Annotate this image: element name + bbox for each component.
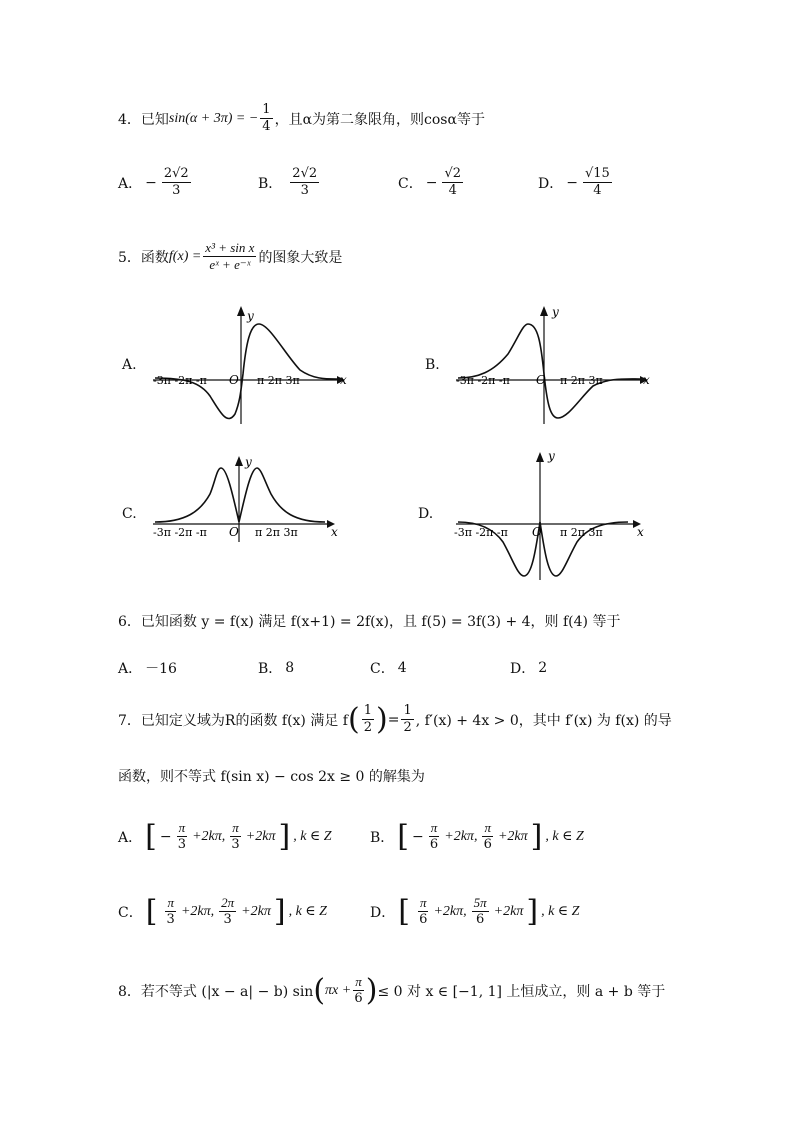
option-sign: −	[425, 174, 438, 191]
left-sign: −	[159, 828, 172, 845]
origin-label: O	[229, 525, 239, 539]
left-fraction	[177, 820, 188, 853]
option-label: B．	[258, 175, 283, 192]
frac-num: π	[484, 820, 491, 835]
q7-option-d[interactable]	[370, 895, 579, 928]
q5-stem-pre: 5．函数	[118, 249, 169, 266]
pos-tick-labels: π 2π 3π	[255, 526, 298, 539]
left-paren: (	[347, 701, 360, 737]
right-fraction	[219, 895, 236, 928]
frac-den: 6	[354, 991, 363, 1006]
frac-num: 2π	[221, 895, 235, 910]
tail-term: +2kπ	[245, 828, 276, 844]
suffix: , k ∈ Z	[288, 904, 327, 919]
neg-tick-labels: -3π -2π -π	[153, 374, 207, 387]
frac-den: 2	[363, 720, 372, 735]
q5-graph-d[interactable]	[448, 448, 658, 588]
frac-num: π	[430, 820, 438, 835]
q5-graph-b[interactable]	[448, 302, 658, 432]
frac-den: 6	[476, 912, 485, 927]
frac-den: 6	[483, 837, 492, 852]
q7-option-c[interactable]	[118, 895, 327, 928]
tail-term: +2kπ	[497, 828, 528, 844]
curve	[458, 324, 640, 418]
option-label: A．	[118, 175, 143, 192]
option-value: －16	[145, 661, 177, 677]
q8-arg-fraction	[353, 974, 364, 1007]
q4-stem-pre: 4．已知	[118, 111, 169, 128]
q4-fraction	[260, 102, 272, 135]
option-label: A．	[118, 661, 143, 677]
right-bracket: ]	[530, 818, 543, 854]
frac-num: 1	[363, 703, 372, 718]
left-sign: −	[412, 828, 424, 845]
origin-label: O	[532, 525, 542, 539]
option-value: 2	[538, 660, 548, 676]
tail-term: +2kπ	[241, 903, 271, 919]
frac-num: 2√2	[163, 166, 189, 181]
q8-stem	[118, 974, 665, 1007]
option-fraction	[442, 166, 463, 199]
option-fraction	[290, 166, 319, 199]
frac-num: π	[355, 974, 362, 989]
left-fraction	[165, 895, 176, 928]
right-fraction	[472, 895, 489, 928]
frac-num: 5π	[473, 895, 487, 910]
y-axis-arrow-icon	[235, 456, 243, 466]
frac-den: 3	[223, 912, 232, 927]
right-bracket: ]	[273, 893, 286, 929]
q7-val-fraction	[401, 703, 413, 736]
neg-tick-labels: -3π -2π -π	[456, 374, 510, 387]
q5-frac-den: eˣ + e⁻ˣ	[209, 257, 251, 272]
y-axis-arrow-icon	[536, 452, 544, 462]
q8-arg-pre: πx +	[325, 982, 352, 998]
option-fraction	[583, 166, 612, 199]
suffix: , k ∈ Z	[545, 829, 584, 844]
curve	[155, 468, 325, 522]
y-label: y	[548, 449, 555, 463]
option-label: D．	[538, 175, 564, 192]
q4-stem	[118, 102, 485, 135]
q6-stem: 6．已知函数 y = f(x) 满足 f(x+1) = 2f(x)，且 f(5) = 3f(3) + 4，则 f(4) 等于	[118, 614, 621, 630]
frac-num: π	[167, 895, 174, 910]
q4-stem-post: ，且α为第二象限角，则cosα等于	[274, 111, 485, 128]
middle-term: +2kπ,	[444, 828, 478, 844]
option-label: D．	[510, 661, 536, 677]
q4-option-a[interactable]	[118, 166, 193, 199]
q5-option-b-label[interactable]: B.	[425, 357, 440, 373]
pos-tick-labels: π 2π 3π	[560, 526, 603, 539]
option-label: C．	[398, 175, 423, 192]
frac-num: π	[178, 820, 186, 835]
q6-option-c[interactable]	[370, 658, 407, 678]
option-value: 4	[397, 660, 407, 676]
frac-num: π	[232, 820, 239, 835]
q7-option-a[interactable]	[118, 820, 332, 853]
frac-den: 3	[172, 183, 181, 198]
option-label: B．	[370, 829, 395, 846]
neg-tick-labels: -3π -2π -π	[454, 526, 508, 539]
q7-line2: 函数，则不等式 f(sin x) − cos 2x ≥ 0 的解集为	[118, 769, 425, 785]
option-label: B．	[258, 661, 283, 677]
q4-frac-den: 4	[262, 119, 271, 134]
tail-term: +2kπ	[493, 903, 524, 919]
q4-frac-num: 1	[262, 102, 271, 117]
x-label: x	[637, 525, 644, 539]
q6-option-a[interactable]	[118, 658, 177, 678]
option-value: 8	[285, 660, 295, 676]
middle-term: +2kπ,	[192, 828, 226, 844]
left-fraction	[429, 820, 440, 853]
q5-option-d-label[interactable]: D.	[418, 506, 434, 522]
frac-num: π	[419, 895, 427, 910]
option-label: A．	[118, 829, 143, 846]
right-bracket: ]	[526, 893, 539, 929]
q4-option-b[interactable]	[258, 166, 321, 199]
left-fraction	[418, 895, 429, 928]
middle-term: +2kπ,	[433, 903, 467, 919]
q5-frac-num: x³ + sin x	[205, 240, 255, 255]
option-label: C．	[118, 904, 143, 921]
left-bracket: [	[145, 893, 158, 929]
origin-label: O	[229, 373, 239, 387]
frac-den: 3	[166, 912, 175, 927]
option-sign: −	[566, 174, 578, 191]
y-label: y	[247, 309, 254, 323]
frac-den: 2	[403, 720, 412, 735]
q5-fraction	[203, 240, 256, 273]
frac-num: 1	[403, 703, 412, 718]
origin-label: O	[536, 373, 546, 387]
left-paren: (	[313, 972, 326, 1008]
q4-lhs: sin(α + 3π) = −	[168, 110, 259, 126]
q5-graph-a[interactable]	[145, 302, 355, 432]
q5-graph-c[interactable]	[145, 452, 355, 582]
q5-option-a-label[interactable]: A.	[122, 357, 137, 373]
middle-term: +2kπ,	[180, 903, 215, 919]
q6-option-d[interactable]	[510, 658, 547, 678]
suffix: , k ∈ Z	[541, 904, 580, 919]
option-sign: −	[145, 174, 157, 191]
q7-option-b[interactable]	[370, 820, 584, 853]
q7-line1-post: , f′(x) + 4x > 0，其中 f′(x) 为 f(x) 的导	[415, 712, 672, 729]
frac-num: √2	[444, 166, 462, 181]
y-label: y	[552, 305, 559, 319]
x-label: x	[340, 373, 347, 387]
right-fraction	[230, 820, 241, 853]
option-label: C．	[370, 661, 395, 677]
frac-num: √15	[584, 166, 610, 181]
q5-stem-post: 的图象大致是	[258, 249, 343, 266]
right-paren: )	[365, 972, 378, 1008]
frac-den: 3	[177, 837, 186, 852]
neg-tick-labels: -3π -2π -π	[153, 526, 207, 539]
x-label: x	[643, 373, 650, 387]
frac-den: 4	[448, 183, 457, 198]
left-bracket: [	[397, 818, 410, 854]
y-axis-arrow-icon	[540, 306, 548, 316]
frac-den: 3	[231, 837, 240, 852]
frac-num: 2√2	[292, 166, 318, 181]
q5-option-c-label[interactable]: C.	[122, 506, 137, 522]
right-bracket: ]	[278, 818, 291, 854]
q6-option-b[interactable]	[258, 658, 294, 678]
x-label: x	[331, 525, 338, 539]
pos-tick-labels: π 2π 3π	[257, 374, 300, 387]
left-bracket: [	[145, 818, 157, 854]
right-fraction	[482, 820, 493, 853]
option-label: D．	[370, 904, 396, 921]
suffix: , k ∈ Z	[293, 829, 332, 844]
curve	[155, 324, 337, 419]
pos-tick-labels: π 2π 3π	[560, 374, 603, 387]
q5-stem	[118, 240, 342, 273]
y-axis-arrow-icon	[237, 306, 245, 316]
frac-den: 4	[593, 183, 602, 198]
q7-line1-pre: 7．已知定义域为R的函数 f(x) 满足 f	[118, 712, 348, 729]
right-paren: )	[375, 701, 388, 737]
q4-option-d[interactable]	[538, 166, 614, 199]
frac-den: 6	[419, 912, 428, 927]
q7-eq: =	[387, 711, 400, 728]
left-bracket: [	[398, 893, 410, 929]
q8-post: ≤ 0 对 x ∈ [−1, 1] 上恒成立，则 a + b 等于	[377, 983, 666, 1000]
q4-option-c[interactable]	[398, 166, 465, 199]
y-label: y	[245, 455, 252, 469]
frac-den: 6	[429, 837, 439, 852]
q8-pre: 8．若不等式 (|x − a| − b) sin	[118, 983, 314, 1000]
option-fraction	[162, 166, 191, 199]
frac-den: 3	[300, 183, 309, 198]
q5-func: f(x) =	[168, 248, 202, 264]
q7-line1	[118, 703, 672, 736]
q7-arg-fraction	[362, 703, 374, 736]
